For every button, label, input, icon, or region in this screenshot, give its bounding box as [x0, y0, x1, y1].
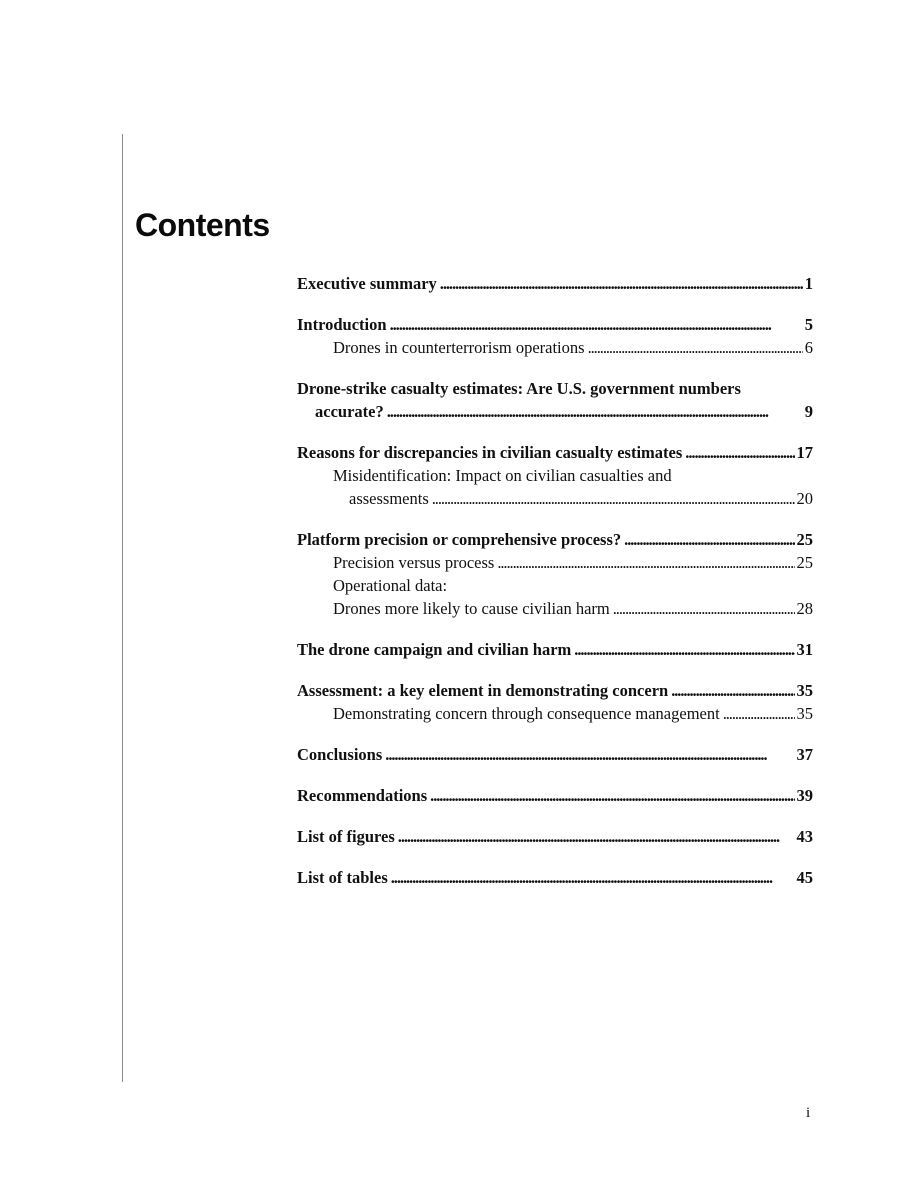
toc-subentry-demonstrating-concern[interactable]: [297, 702, 813, 725]
toc-subentry-operational-data-line2[interactable]: [297, 597, 813, 620]
toc-entry-title: Drones in counterterrorism operations: [333, 338, 585, 357]
dot-leader: [391, 866, 795, 889]
toc-entry-page: 45: [796, 868, 813, 887]
toc-entry-title: assessments: [349, 489, 429, 508]
toc-group-introduction: [297, 313, 813, 359]
toc-entry-executive-summary[interactable]: [297, 272, 813, 295]
toc-group-reasons-discrepancies: [297, 441, 813, 510]
toc-entry-drone-campaign[interactable]: [297, 638, 813, 661]
toc-entry-title: accurate?: [315, 402, 384, 421]
toc-group-recommendations: [297, 784, 813, 807]
dot-leader: [497, 551, 794, 574]
dot-leader: [574, 638, 794, 661]
toc-entry-title: Drone-strike casualty estimates: Are U.S. government numbers: [297, 379, 741, 398]
toc-entry-page: 37: [796, 745, 813, 764]
toc-entry-page: 25: [796, 530, 813, 549]
toc-entry-title: Drones more likely to cause civilian harm: [333, 599, 610, 618]
table-of-contents: [297, 272, 813, 907]
page-title: Contents: [135, 207, 270, 243]
toc-entry-page: 1: [804, 274, 813, 293]
dot-leader: [671, 679, 794, 702]
toc-group-conclusions: [297, 743, 813, 766]
toc-entry-title: Recommendations: [297, 786, 428, 805]
toc-entry-casualty-estimates-line1[interactable]: [297, 377, 813, 400]
toc-entry-reasons-discrepancies[interactable]: [297, 441, 813, 464]
toc-entry-title: Platform precision or comprehensive process?: [297, 530, 622, 549]
dot-leader: [624, 528, 794, 551]
toc-entry-platform-precision[interactable]: [297, 528, 813, 551]
toc-group-casualty-estimates: [297, 377, 813, 423]
toc-group-executive-summary: [297, 272, 813, 295]
toc-subentry-operational-data-line1[interactable]: [297, 574, 813, 597]
toc-entry-casualty-estimates-line2[interactable]: [297, 400, 813, 423]
toc-entry-page: 6: [804, 338, 813, 357]
toc-entry-page: 5: [804, 315, 813, 334]
dot-leader: [385, 743, 794, 766]
toc-entry-page: 43: [796, 827, 813, 846]
toc-entry-title: The drone campaign and civilian harm: [297, 640, 572, 659]
dot-leader: [430, 784, 794, 807]
toc-entry-page: 31: [796, 640, 813, 659]
dot-leader: [588, 336, 803, 359]
toc-group-assessment: [297, 679, 813, 725]
toc-entry-title: Introduction: [297, 315, 387, 334]
toc-entry-page: 35: [796, 704, 813, 723]
dot-leader: [440, 272, 803, 295]
toc-subentry-drones-counterterrorism[interactable]: [297, 336, 813, 359]
toc-entry-title: Demonstrating concern through consequence management: [333, 704, 720, 723]
toc-entry-page: 28: [796, 599, 813, 618]
page-number: i: [806, 1105, 811, 1121]
toc-entry-page: 25: [796, 553, 813, 572]
dot-leader: [390, 313, 803, 336]
toc-entry-conclusions[interactable]: [297, 743, 813, 766]
toc-entry-title: Precision versus process: [333, 553, 495, 572]
toc-entry-title: Conclusions: [297, 745, 383, 764]
toc-group-drone-campaign: [297, 638, 813, 661]
toc-entry-page: 39: [796, 786, 813, 805]
toc-subentry-misidentification-line1[interactable]: [297, 464, 813, 487]
dot-leader: [432, 487, 795, 510]
dot-leader: [685, 441, 794, 464]
toc-entry-title: Misidentification: Impact on civilian casualties and: [333, 466, 672, 485]
toc-subentry-precision-vs-process[interactable]: [297, 551, 813, 574]
toc-entry-page: 9: [804, 402, 813, 421]
toc-entry-title: List of tables: [297, 868, 388, 887]
dot-leader: [613, 597, 795, 620]
toc-entry-page: 17: [796, 443, 813, 462]
toc-entry-list-of-figures[interactable]: [297, 825, 813, 848]
toc-entry-introduction[interactable]: [297, 313, 813, 336]
toc-entry-title: List of figures: [297, 827, 395, 846]
dot-leader: [387, 400, 803, 423]
toc-group-list-of-figures: [297, 825, 813, 848]
toc-entry-title: Assessment: a key element in demonstrating concern: [297, 681, 669, 700]
toc-subentry-misidentification-line2[interactable]: [297, 487, 813, 510]
dot-leader: [723, 702, 795, 725]
dot-leader: [398, 825, 795, 848]
toc-group-list-of-tables: [297, 866, 813, 889]
toc-group-platform-precision: [297, 528, 813, 620]
toc-entry-page: 35: [796, 681, 813, 700]
toc-entry-title: Operational data:: [333, 576, 448, 595]
toc-entry-assessment[interactable]: [297, 679, 813, 702]
toc-entry-title: Reasons for discrepancies in civilian casualty estimates: [297, 443, 683, 462]
toc-entry-list-of-tables[interactable]: [297, 866, 813, 889]
toc-entry-page: 20: [796, 489, 813, 508]
margin-rule: [122, 134, 123, 1082]
toc-entry-recommendations[interactable]: [297, 784, 813, 807]
toc-entry-title: Executive summary: [297, 274, 437, 293]
